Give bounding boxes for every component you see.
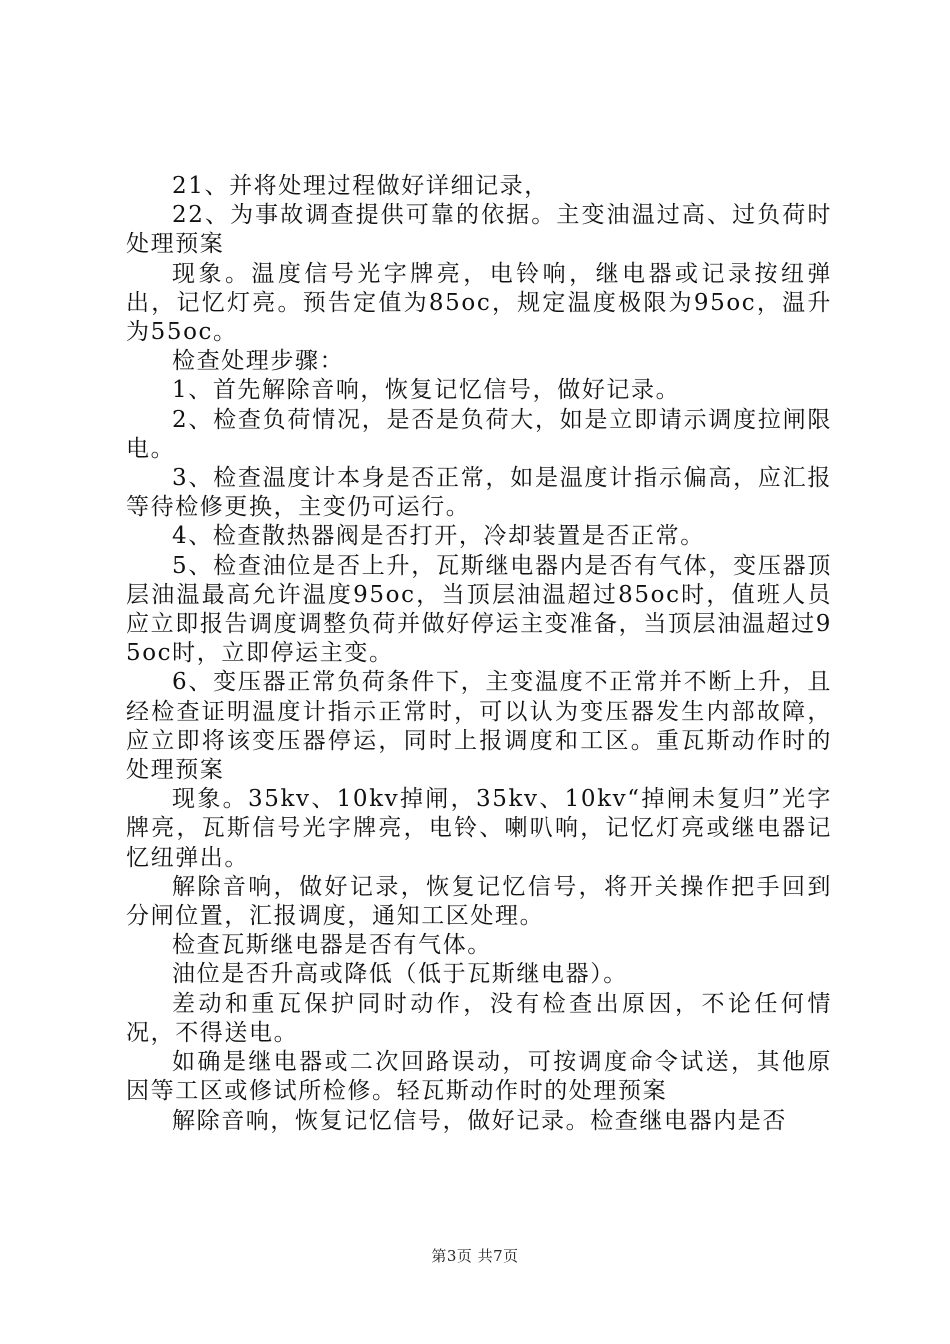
- paragraph-phenomenon-heavy-gas: 现象。35kv、10kv掉闸，35kv、10kv“掉闸未复归”光字牌亮，瓦斯信号光字牌亮，电铃、喇叭响，记忆灯亮或继电器记忆纽弹出。: [126, 786, 832, 871]
- paragraph-phenomenon-oil-temp: 现象。温度信号光字牌亮，电铃响，继电器或记录按纽弹出，记忆灯亮。预告定值为85oc，规定温度极限为95oc，温升为55oc。: [126, 260, 832, 346]
- paragraph-step-6: 6、变压器正常负荷条件下，主变温度不正常并不断上升，且经检查证明温度计指示正常时，可以认为变压器发生内部故障，应立即将该变压器停运，同时上报调度和工区。重瓦斯动作时的处理预案: [126, 669, 832, 784]
- paragraph-light-gas-start: 解除音响，恢复记忆信号，做好记录。检查继电器内是否: [172, 1107, 787, 1134]
- paragraph-22: 22、为事故调查提供可靠的依据。主变油温过高、过负荷时处理预案: [126, 202, 832, 258]
- paragraph-step-2: 2、检查负荷情况，是否是负荷大，如是立即请示调度拉闸限电。: [126, 406, 832, 462]
- paragraph-step-5: 5、检查油位是否上升，瓦斯继电器内是否有气体，变压器顶层油温最高允许温度95oc，当顶层油温超过85oc时，值班人员应立即报告调度调整负荷并做好停运主变准备，当顶层油温超过95oc时，立即停运主变。: [126, 552, 832, 667]
- paragraph-step-1: 1、首先解除音响，恢复记忆信号，做好记录。: [172, 377, 681, 404]
- paragraph-differential-protection: 差动和重瓦保护同时动作，没有检查出原因，不论任何情况，不得送电。: [126, 990, 832, 1046]
- paragraph-step-3: 3、检查温度计本身是否正常，如是温度计指示偏高，应汇报等待检修更换，主变仍可运行。: [126, 465, 832, 521]
- paragraph-release-sound: 解除音响，做好记录，恢复记忆信号，将开关操作把手回到分闸位置，汇报调度，通知工区处理。: [126, 873, 832, 930]
- paragraph-oil-level: 油位是否升高或降低（低于瓦斯继电器）。: [172, 961, 628, 988]
- paragraph-21: 21、并将处理过程做好详细记录，: [172, 173, 549, 199]
- document-body: [126, 172, 832, 1136]
- page-footer: 第3页 共7页: [431, 1247, 519, 1265]
- paragraph-relay-misoperation: 如确是继电器或二次回路误动，可按调度命令试送，其他原因等工区或修试所检修。轻瓦斯动作时的处理预案: [126, 1049, 832, 1105]
- paragraph-check-steps-heading: 检查处理步骤：: [172, 348, 345, 375]
- paragraph-step-4: 4、检查散热器阀是否打开，冷却装置是否正常。: [172, 523, 705, 550]
- paragraph-check-gas-relay: 检查瓦斯继电器是否有气体。: [172, 932, 492, 959]
